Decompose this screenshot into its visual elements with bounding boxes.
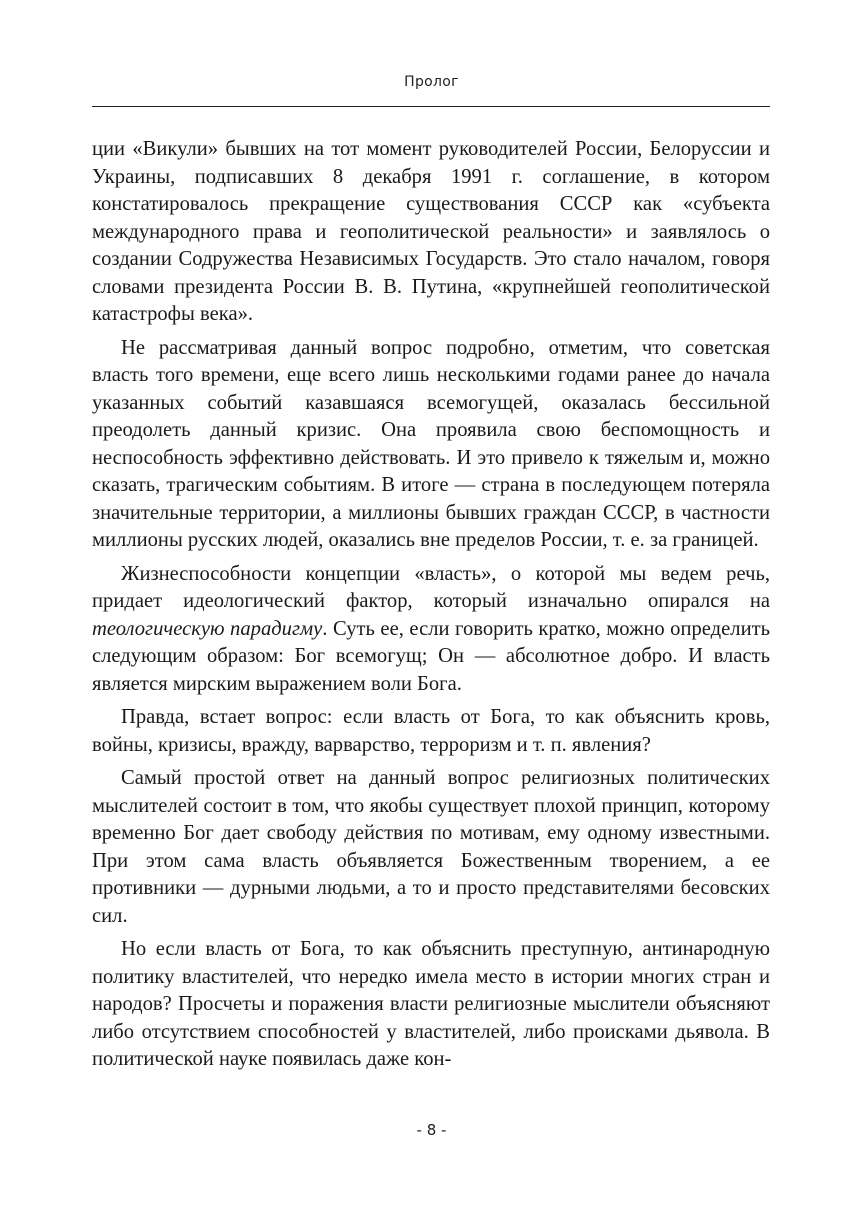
- paragraph-4: Правда, встает вопрос: если власть от Бога, то как объяснить кровь, войны, кризисы, вражду, варварство, терроризм и т. п. явления?: [92, 706, 770, 756]
- paragraph-2: Не рассматривая данный вопрос подробно, отметим, что советская власть того времени, еще всего лишь несколькими годами ранее до начала указанных событий казавшаяся всемогущей, оказалась бессильной преодолеть данный кризис. Она проявила свою беспомощность и неспособность эффективно действовать. И это привело к тяжелым и, можно сказать, трагическим событиям. В итоге — страна в последующем потеряла значительные территории, а миллионы бывших граждан СССР, в частности миллионы русских людей, оказались вне пределов России, т. е. за границей.: [92, 336, 770, 551]
- paragraph-3-text-end: . Суть ее, если говорить кратко, можно определить следующим образом: Бог всемогущ; Он — абсолютное добро. И власть является мирским выражением воли Бога.: [92, 617, 770, 695]
- page-number: - 8 -: [416, 1121, 447, 1139]
- body-text: [92, 136, 770, 1074]
- paragraph-3: [92, 561, 770, 699]
- paragraph-6: Но если власть от Бога, то как объяснить преступную, антинародную политику властителей, что нередко имела место в истории многих стран и народов? Просчеты и поражения власти религиозные мыслители объясняют либо отсутствием способностей у властителей, либо происками дьявола. В политической науке появилась даже кон-: [92, 938, 770, 1070]
- running-head: Пролог: [404, 74, 459, 90]
- italic-term: теологическую парадигму: [92, 617, 323, 640]
- header-rule: [92, 106, 770, 107]
- paragraph-3-text-start: Жизнеспособности концепции «власть», о которой мы ведем речь, придает идеологический фактор, который изначально опирался на: [92, 562, 770, 612]
- paragraph-1: ции «Викули» бывших на тот момент руководителей России, Белоруссии и Украины, подписавших 8 декабря 1991 г. соглашение, в котором констатировалось прекращение существования СССР как «субъекта международного права и геополитической реальности» и заявлялось о создании Содружества Независимых Государств. Это стало началом, говоря словами президента России В. В. Путина, «крупнейшей геополитической катастрофы века».: [92, 138, 770, 325]
- paragraph-5: Самый простой ответ на данный вопрос религиозных политических мыслителей состоит в том, что якобы существует плохой принцип, которому временно Бог дает свободу действия по мотивам, ему одному известными. При этом сама власть объявляется Божественным творением, а ее противники — дурными людьми, а то и просто представителями бесовских сил.: [92, 767, 770, 927]
